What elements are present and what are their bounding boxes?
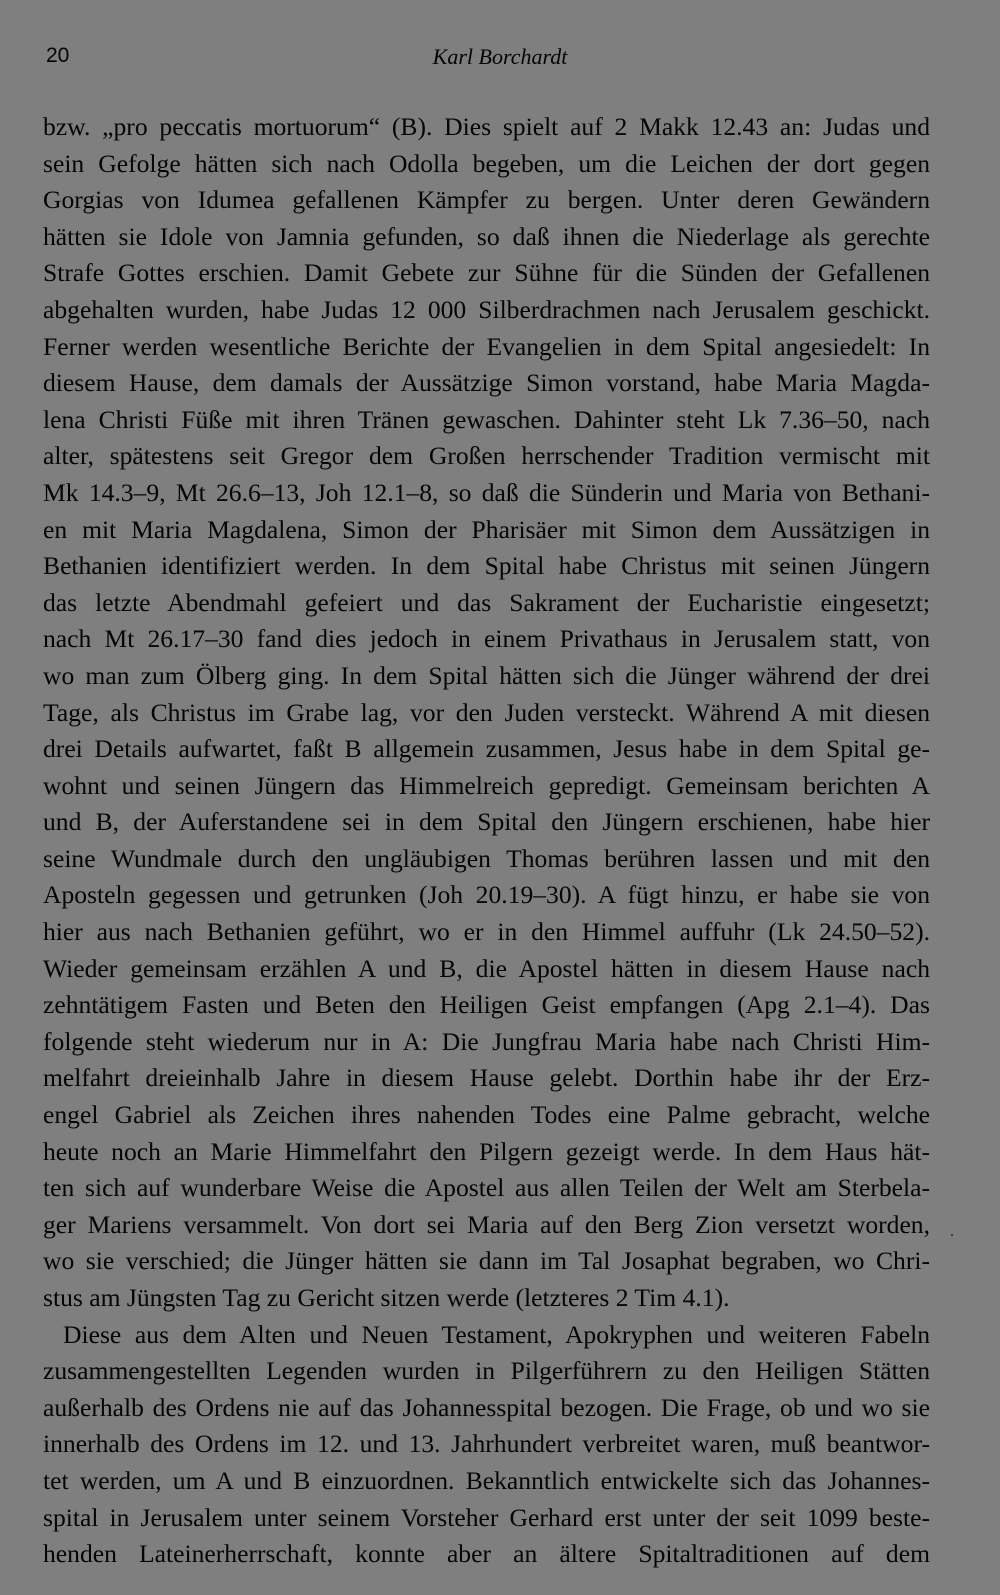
text-line: melfahrt dreieinhalb Jahre in diesem Hause gelebt. Dorthin habe ihr der Erz- xyxy=(43,1063,930,1093)
text-line: stus am Jüngsten Tag zu Gericht sitzen werde (letzteres 2 Tim 4.1). xyxy=(43,1283,730,1312)
text-line: henden Lateinerherrschaft, konnte aber an ältere Spitaltraditionen auf dem xyxy=(43,1539,930,1569)
text-line: wo sie verschied; die Jünger hätten sie dann im Tal Josaphat begraben, wo Chri- xyxy=(43,1246,930,1276)
text-line: ger Mariens versammelt. Von dort sei Maria auf den Berg Zion versetzt worden, xyxy=(43,1209,930,1239)
text-line: seine Wundmale durch den ungläubigen Thomas berühren lassen und mit den xyxy=(43,843,930,873)
text-line: abgehalten wurden, habe Judas 12 000 Silberdrachmen nach Jerusalem geschickt. xyxy=(43,294,930,324)
text-line: außerhalb des Ordens nie auf das Johannesspital bezogen. Die Frage, ob und wo sie xyxy=(43,1392,930,1422)
text-line: sein Gefolge hätten sich nach Odolla begeben, um die Leichen der dort gegen xyxy=(43,148,930,178)
text-line: tet werden, um A und B einzuordnen. Bekanntlich entwickelte sich das Johannes- xyxy=(43,1465,930,1495)
text-line: zehntätigem Fasten und Beten den Heiligen Geist empfangen (Apg 2.1–4). Das xyxy=(43,990,930,1020)
text-line: lena Christi Füße mit ihren Tränen gewaschen. Dahinter steht Lk 7.36–50, nach xyxy=(43,404,930,434)
text-line: Wieder gemeinsam erzählen A und B, die Apostel hätten in diesem Hause nach xyxy=(43,953,930,983)
text-line: ten sich auf wunderbare Weise die Apostel aus allen Teilen der Welt am Sterbela- xyxy=(43,1173,930,1203)
text-line: Mk 14.3–9, Mt 26.6–13, Joh 12.1–8, so daß die Sünderin und Maria von Bethani- xyxy=(43,477,930,507)
text-line: Diese aus dem Alten und Neuen Testament, Apokryphen und weiteren Fabeln xyxy=(63,1319,930,1349)
text-line: heute noch an Marie Himmelfahrt den Pilgern gezeigt werde. In dem Haus hät- xyxy=(43,1136,930,1166)
text-line: bzw. „pro peccatis mortuorum“ (B). Dies spielt auf 2 Makk 12.43 an: Judas und xyxy=(43,112,930,141)
text-line: wo man zum Ölberg ging. In dem Spital hätten sich die Jünger während der drei xyxy=(43,660,930,690)
text-line: und B, der Auferstandene sei in dem Spital den Jüngern erschienen, habe hier xyxy=(43,807,930,837)
text-line: diesem Hause, dem damals der Aussätzige Simon vorstand, habe Maria Magda- xyxy=(43,368,930,398)
text-line: innerhalb des Ordens im 12. und 13. Jahrhundert verbreitet waren, muß beantwor- xyxy=(43,1429,930,1459)
text-line: Tage, als Christus im Grabe lag, vor den Juden versteckt. Während A mit diesen xyxy=(43,697,930,727)
text-line: Aposteln gegessen und getrunken (Joh 20.19–30). A fügt hinzu, er habe sie von xyxy=(43,880,930,910)
text-line: en mit Maria Magdalena, Simon der Pharisäer mit Simon dem Aussätzigen in xyxy=(43,514,930,544)
margin-mark xyxy=(951,1234,953,1236)
running-head: Karl Borchardt xyxy=(432,44,568,69)
text-line: wohnt und seinen Jüngern das Himmelreich gepredigt. Gemeinsam berichten A xyxy=(43,770,930,800)
text-line: spital in Jerusalem unter seinem Vorsteher Gerhard erst unter der seit 1099 beste- xyxy=(43,1502,930,1532)
text-line: Strafe Gottes erschien. Damit Gebete zur Sühne für die Sünden der Gefallenen xyxy=(43,258,930,288)
text-line: Ferner werden wesentliche Berichte der Evangelien in dem Spital angesiedelt: In xyxy=(43,331,930,361)
text-line: zusammengestellten Legenden wurden in Pilgerführern zu den Heiligen Stätten xyxy=(43,1356,930,1386)
text-line: Bethanien identifiziert werden. In dem Spital habe Christus mit seinen Jüngern xyxy=(43,551,930,581)
page-header xyxy=(46,44,954,74)
text-line: das letzte Abendmahl gefeiert und das Sakrament der Eucharistie eingesetzt; xyxy=(43,587,930,617)
text-line: folgende steht wiederum nur in A: Die Jungfrau Maria habe nach Christi Him- xyxy=(43,1026,930,1056)
page-number: 20 xyxy=(46,44,70,67)
body-text xyxy=(43,109,930,1573)
text-line: alter, spätestens seit Gregor dem Großen herrschender Tradition vermischt mit xyxy=(43,441,930,471)
text-line: drei Details aufwartet, faßt B allgemein zusammen, Jesus habe in dem Spital ge- xyxy=(43,734,930,764)
text-line: nach Mt 26.17–30 fand dies jedoch in einem Privathaus in Jerusalem statt, von xyxy=(43,624,930,654)
text-line: hätten sie Idole von Jamnia gefunden, so daß ihnen die Niederlage als gerechte xyxy=(43,221,930,251)
text-line: Gorgias von Idumea gefallenen Kämpfer zu bergen. Unter deren Gewändern xyxy=(43,185,930,215)
text-line: hier aus nach Bethanien geführt, wo er in den Himmel auffuhr (Lk 24.50–52). xyxy=(43,917,930,947)
text-line: engel Gabriel als Zeichen ihres nahenden Todes eine Palme gebracht, welche xyxy=(43,1100,930,1130)
